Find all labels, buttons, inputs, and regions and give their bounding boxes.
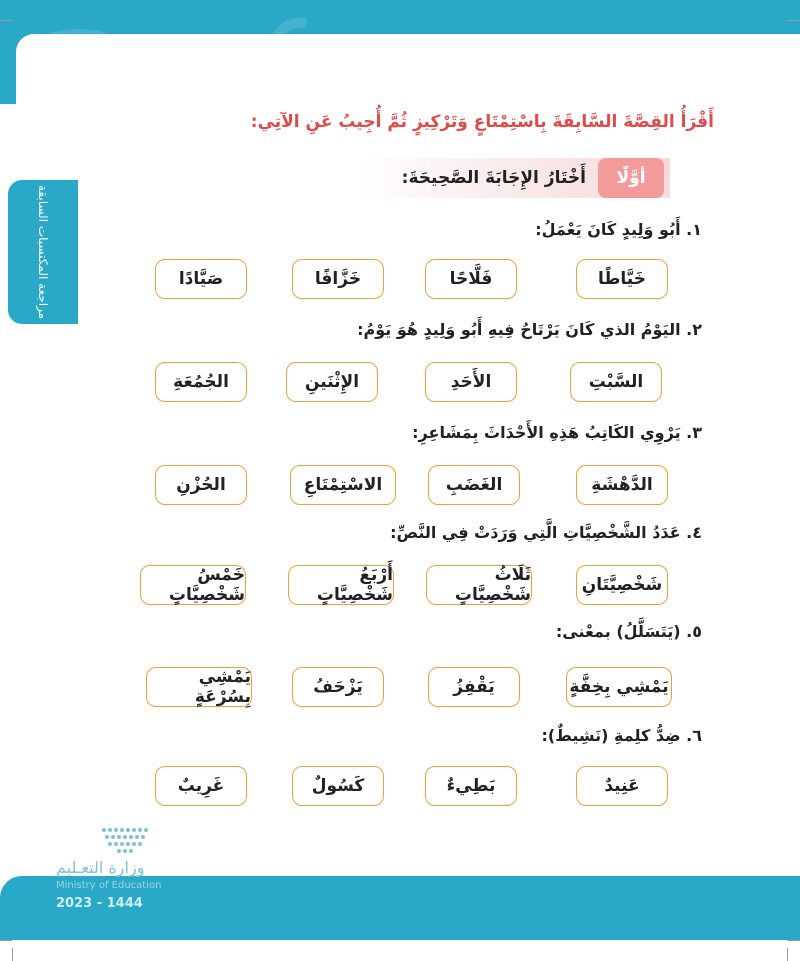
option-1-4[interactable]: صَيَّادًا bbox=[155, 259, 247, 299]
question-2: ٢. اليَوْمُ الذي كَانَ يَرْتَاحُ فِيهِ أَبُو وَلِيدٍ هُوَ يَوْمُ: bbox=[357, 320, 702, 339]
side-tab-label: مراجعة المكتسبات السابقة bbox=[36, 184, 50, 320]
crop-mark bbox=[0, 20, 12, 21]
option-5-2[interactable]: يَقْفِزُ bbox=[428, 667, 520, 707]
ministry-logo-icon bbox=[100, 826, 156, 856]
instruction-text: أَقْرَأُ القِصَّةَ السَّابِقَةَ بِاسْتِمْتَاعٍ وَتَرْكِيزٍ ثُمَّ أُجِيبُ عَنِ الآتِي: bbox=[250, 112, 714, 132]
top-banner bbox=[0, 0, 800, 104]
crop-mark bbox=[787, 20, 800, 21]
option-3-1[interactable]: الدَّهْشَةِ bbox=[576, 465, 668, 505]
option-4-3[interactable]: أَرْبَعُ شَخْصِيَّاتٍ bbox=[288, 565, 394, 605]
option-2-3[interactable]: الإِثْنَينِ bbox=[286, 362, 378, 402]
option-4-1[interactable]: شَخْصِيَّتَانِ bbox=[576, 565, 668, 605]
ministry-name-en: Ministry of Education bbox=[56, 880, 162, 891]
option-2-2[interactable]: الأَحَدِ bbox=[425, 362, 517, 402]
option-5-1[interactable]: يَمْشِي بِخِفَّةٍ bbox=[566, 667, 672, 707]
option-5-3[interactable]: يَزْحَفُ bbox=[292, 667, 384, 707]
page-year: 2023 - 1444 bbox=[56, 896, 143, 911]
question-1: ١. أَبُو وَلِيدٍ كَانَ يَعْمَلُ: bbox=[535, 220, 702, 239]
crop-mark bbox=[12, 948, 13, 961]
option-1-3[interactable]: خَزَّافًا bbox=[292, 259, 384, 299]
option-6-3[interactable]: كَسُولٌ bbox=[292, 766, 384, 806]
option-3-3[interactable]: الاسْتِمْتَاعِ bbox=[290, 465, 396, 505]
option-2-4[interactable]: الجُمُعَةِ bbox=[155, 362, 247, 402]
section-badge: أوَّلًا bbox=[598, 158, 664, 198]
option-1-1[interactable]: خَيَّاطًا bbox=[576, 259, 668, 299]
side-tab bbox=[8, 180, 78, 324]
ministry-name-ar: وزارة التعـليم bbox=[56, 858, 145, 877]
option-6-4[interactable]: غَرِيبٌ bbox=[155, 766, 247, 806]
option-6-1[interactable]: عَنِيدٌ bbox=[576, 766, 668, 806]
option-4-4[interactable]: خَمْسُ شَخْصِيَّاتٍ bbox=[140, 565, 246, 605]
question-3: ٣. يَرْوِي الكَاتِبُ هَذِهِ الأَحْدَاثَ بِمَشَاعِرِ: bbox=[412, 423, 702, 442]
crop-mark bbox=[787, 940, 800, 941]
crop-mark bbox=[787, 948, 788, 961]
question-6: ٦. ضِدُّ كلِمةِ (نَشِيطٌ): bbox=[541, 726, 702, 745]
option-3-2[interactable]: الغَضَبِ bbox=[428, 465, 520, 505]
section-title: أَخْتَارُ الإِجَابَةَ الصَّحِيحَةَ: bbox=[401, 168, 586, 188]
option-6-2[interactable]: بَطِيءٌ bbox=[425, 766, 517, 806]
crop-mark bbox=[0, 940, 12, 941]
option-1-2[interactable]: فَلَّاحًا bbox=[425, 259, 517, 299]
question-5: ٥. (يَتَسَلَّلُ) بمعْنى: bbox=[555, 622, 702, 641]
option-5-4[interactable]: يَمْشِي بِسُرْعَةٍ bbox=[146, 667, 252, 707]
option-3-4[interactable]: الحُزْنِ bbox=[155, 465, 247, 505]
question-4: ٤. عَدَدُ الشَّخْصِيَّاتِ الَّتِي وَرَدَتْ فِي النَّصِّ: bbox=[390, 523, 702, 542]
option-4-2[interactable]: ثَلَاثُ شَخْصِيَّاتٍ bbox=[426, 565, 532, 605]
option-2-1[interactable]: السَّبْتِ bbox=[570, 362, 662, 402]
page-paper-edge bbox=[16, 34, 800, 104]
